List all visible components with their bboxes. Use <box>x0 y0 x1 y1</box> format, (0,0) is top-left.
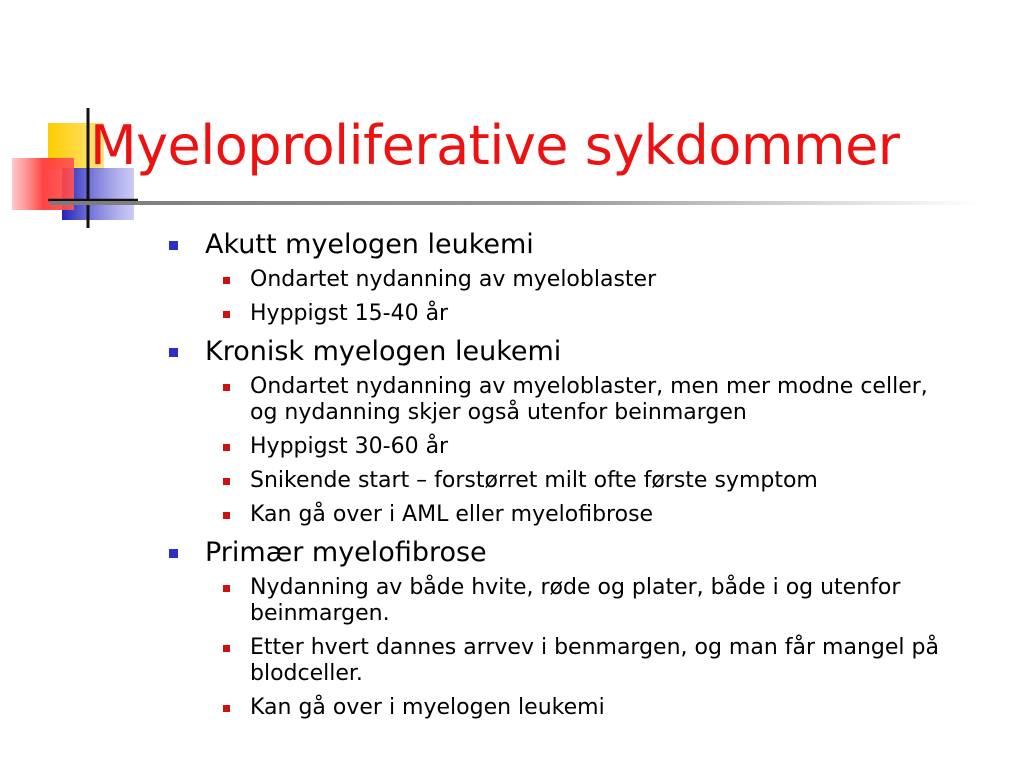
sub-bullet-item <box>250 374 950 426</box>
square-bullet-icon <box>169 241 178 250</box>
square-bullet-icon <box>223 311 230 318</box>
sub-bullet-item <box>250 502 950 528</box>
sub-bullet-item <box>250 575 950 627</box>
slide-title: Myeloproliferative sykdommer <box>90 114 900 177</box>
square-bullet-icon <box>223 645 230 652</box>
sub-bullet-text: Kan gå over i AML eller myelofibrose <box>250 502 654 527</box>
sub-bullet-text: Nydanning av både hvite, røde og plater, både i og utenfor beinmargen. <box>250 575 901 626</box>
sub-bullet-text: Ondartet nydanning av myeloblaster <box>250 267 657 292</box>
bullet-text: Kronisk myelogen leukemi <box>205 336 562 367</box>
bullet-text: Akutt myelogen leukemi <box>205 229 534 260</box>
bullet-item-kml <box>205 335 965 368</box>
sub-bullet-text: Ondartet nydanning av myeloblaster, men mer modne celler, og nydanning skjer også utenfor beinmargen <box>250 374 928 425</box>
sub-bullet-text: Hyppigst 30-60 år <box>250 434 449 459</box>
bullet-item-aml <box>205 228 965 261</box>
square-bullet-icon <box>169 549 178 558</box>
sub-bullet-item <box>250 635 950 687</box>
sub-bullet-item <box>250 468 950 494</box>
bullet-text: Primær myelofibrose <box>205 537 487 568</box>
square-bullet-icon <box>223 277 230 284</box>
sub-bullet-text: Kan gå over i myelogen leukemi <box>250 695 605 720</box>
sub-bullet-text: Snikende start – forstørret milt ofte første symptom <box>250 468 818 493</box>
sub-bullet-item <box>250 434 950 460</box>
bullet-item-myelofibrose <box>205 536 965 569</box>
bullet-list <box>0 228 1024 721</box>
sub-bullet-item <box>250 695 950 721</box>
square-bullet-icon <box>169 348 178 357</box>
sub-bullet-item <box>250 267 950 293</box>
sub-bullet-text: Etter hvert dannes arrvev i benmargen, og man får mangel på blodceller. <box>250 635 939 686</box>
square-bullet-icon <box>223 384 230 391</box>
square-bullet-icon <box>223 705 230 712</box>
sub-bullet-item <box>250 301 950 327</box>
square-bullet-icon <box>223 444 230 451</box>
title-underline <box>50 201 980 205</box>
sub-bullet-text: Hyppigst 15-40 år <box>250 301 449 326</box>
square-bullet-icon <box>223 478 230 485</box>
square-bullet-icon <box>223 512 230 519</box>
square-bullet-icon <box>223 585 230 592</box>
